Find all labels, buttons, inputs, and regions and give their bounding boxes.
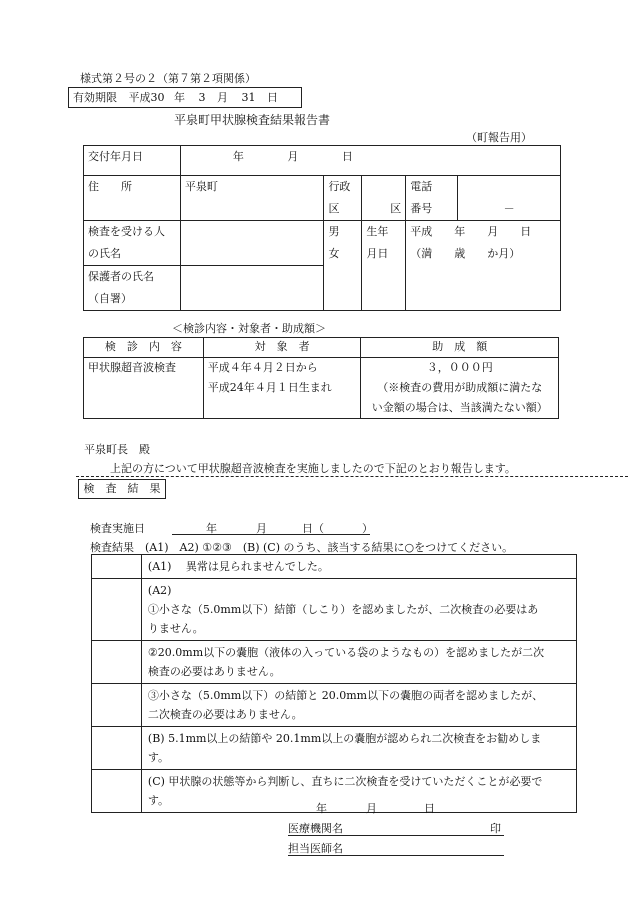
birth-date-line: 平成 年 月 日 <box>410 225 532 238</box>
phone-label <box>406 176 458 221</box>
ku-label: 区 <box>390 202 402 215</box>
doctor-underline[interactable] <box>288 855 504 856</box>
result-line: 二次検査の必要はありません。 <box>147 708 303 721</box>
amount-note-1: （※検査の費用が助成額に満たな <box>377 381 543 394</box>
result-text <box>141 684 576 727</box>
statement: 上記の方について甲状腺超音波検査を実施しましたので下記のとおり報告します。 <box>110 462 516 475</box>
result-line: (A2) <box>147 584 172 597</box>
result-line: ①小さな（5.0mm以下）結節（しこり）を認めましたが、二次検査の必要はあ <box>147 603 539 616</box>
result-row <box>92 684 577 727</box>
institution-label: 医療機関名 <box>288 822 343 835</box>
sign-day[interactable]: 日 <box>424 802 435 815</box>
examinee-label-2: の氏名 <box>88 247 121 260</box>
issue-month: 月 <box>287 150 299 163</box>
validity-day-unit: 日 <box>267 91 278 104</box>
validity-month: 3 <box>198 91 206 104</box>
exam-header-content: 検 診 内 容 <box>84 338 204 358</box>
examinee-label-1: 検査を受ける人 <box>88 225 165 238</box>
result-line: (A1) 異常は見られませんでした。 <box>147 560 329 573</box>
exam-date-underline <box>172 534 370 535</box>
exam-date-day[interactable]: 日（ <box>302 522 324 535</box>
exam-date-label: 検査実施日 <box>90 522 145 535</box>
sign-year[interactable]: 年 <box>316 802 327 815</box>
result-mark-cell[interactable] <box>92 727 142 770</box>
result-text <box>141 579 576 641</box>
birth-label-1: 生年 <box>366 225 389 238</box>
exam-info-table <box>83 337 559 419</box>
target-line-2: 平成24年４月１日生まれ <box>207 381 332 394</box>
phone-value: － <box>503 202 515 215</box>
result-line: す。 <box>147 794 170 807</box>
birth-date-field[interactable] <box>406 221 561 311</box>
page-title: 平泉町甲状腺検査結果報告書 <box>174 113 331 127</box>
exam-target <box>203 358 361 419</box>
result-mark-cell[interactable] <box>92 579 142 641</box>
institution-underline[interactable] <box>288 835 504 836</box>
guardian-name-field[interactable] <box>180 266 324 311</box>
result-row <box>92 727 577 770</box>
seal-mark: 印 <box>490 822 501 835</box>
results-heading: 検 査 結 果 <box>78 479 166 499</box>
sign-month[interactable]: 月 <box>366 802 377 815</box>
result-line: (B) 5.1mm以上の結節や 20.1mm以上の嚢胞が認められ二次検査をお勧めしま <box>147 732 542 745</box>
result-text <box>141 555 576 579</box>
sex-male: 男 <box>328 225 340 238</box>
result-mark-cell[interactable] <box>92 641 142 684</box>
validity-label: 有効期限 <box>73 91 117 104</box>
amount-note-2: い金額の場合は、当該満たない額） <box>371 401 548 414</box>
birth-label <box>362 221 406 311</box>
applicant-info-table <box>83 145 561 311</box>
target-line-1: 平成４年４月２日から <box>207 361 318 374</box>
validity-day: 31 <box>241 91 256 104</box>
birth-age-line: （満 歳 か月） <box>410 247 521 260</box>
issue-year: 年 <box>232 150 244 163</box>
result-row <box>92 641 577 684</box>
validity-box <box>68 87 302 108</box>
result-mark-cell[interactable] <box>92 684 142 727</box>
addressee: 平泉町長 殿 <box>84 443 150 456</box>
amount-value: ３，０００円 <box>426 361 493 374</box>
result-text <box>141 770 576 813</box>
exam-content: 甲状腺超音波検査 <box>84 358 204 419</box>
exam-date-year[interactable]: 年 <box>206 522 217 535</box>
result-row <box>92 555 577 579</box>
ku-field[interactable] <box>362 176 406 221</box>
examinee-name-field[interactable] <box>180 221 324 266</box>
exam-date-month[interactable]: 月 <box>256 522 267 535</box>
admin-label-2: 区 <box>328 202 340 215</box>
phone-label-1: 電話 <box>410 180 433 193</box>
result-line: 検査の必要はありません。 <box>147 665 281 678</box>
dashed-divider <box>76 476 628 477</box>
result-line: ②20.0mm以下の嚢胞（液体の入っている袋のようなもの）を認めましたが二次 <box>147 646 545 659</box>
admin-district-label <box>324 176 362 221</box>
results-table <box>91 554 577 813</box>
results-instruction: 検査結果 (A1) A2) ①②③ (B) (C) のうち、該当する結果に○をつけてください。 <box>90 541 514 554</box>
admin-label-1: 行政 <box>328 180 351 193</box>
sex-female: 女 <box>328 247 340 260</box>
issue-date-field[interactable] <box>180 146 560 176</box>
birth-label-2: 月日 <box>366 247 389 260</box>
result-row <box>92 579 577 641</box>
issue-day: 日 <box>341 150 353 163</box>
validity-era: 平成30 <box>128 91 165 104</box>
validity-year-unit: 年 <box>174 91 185 104</box>
exam-amount <box>361 358 559 419</box>
result-line: ③小さな（5.0mm以下）の結節と 20.0mm以下の嚢胞の両者を認めましたが、 <box>147 689 544 702</box>
address-label: 住 所 <box>84 176 181 221</box>
address-field[interactable]: 平泉町 <box>180 176 324 221</box>
exam-date-close: ） <box>362 522 373 535</box>
phone-label-2: 番号 <box>410 202 433 215</box>
examinee-name-label <box>84 221 181 266</box>
result-mark-cell[interactable] <box>92 555 142 579</box>
doctor-label: 担当医師名 <box>288 842 343 855</box>
result-text <box>141 727 576 770</box>
result-row <box>92 770 577 813</box>
result-line: りません。 <box>147 622 204 635</box>
result-text <box>141 641 576 684</box>
validity-month-unit: 月 <box>217 91 228 104</box>
town-use-note: （町報告用） <box>466 131 532 144</box>
result-mark-cell[interactable] <box>92 770 142 813</box>
exam-header-amount: 助 成 額 <box>361 338 559 358</box>
guardian-name-label <box>84 266 181 311</box>
issue-date-label: 交付年月日 <box>84 146 181 176</box>
phone-field[interactable] <box>458 176 561 221</box>
result-line: (C) 甲状腺の状態等から判断し、直ちに二次検査を受けていただくことが必要で <box>147 775 543 788</box>
form-number: 様式第２号の２（第７第２項関係） <box>80 72 256 85</box>
exam-caption: ＜検診内容・対象者・助成額＞ <box>172 322 326 335</box>
result-line: す。 <box>147 751 170 764</box>
exam-header-target: 対 象 者 <box>203 338 361 358</box>
sex-field[interactable] <box>324 221 362 311</box>
guardian-label-2: （自署） <box>88 292 132 305</box>
guardian-label-1: 保護者の氏名 <box>88 270 154 283</box>
